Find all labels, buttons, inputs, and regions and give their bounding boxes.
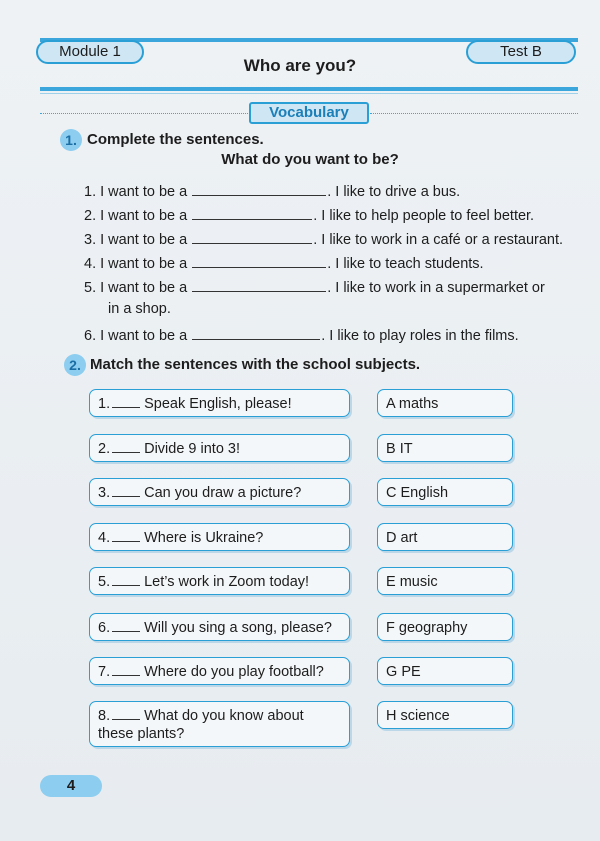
subject-c [377, 478, 513, 506]
answer-blank[interactable] [192, 229, 312, 244]
answer-blank[interactable] [192, 181, 326, 196]
sentence-text: Let’s work in Zoom today! [144, 574, 310, 590]
sentence-1 [84, 181, 460, 200]
answer-blank[interactable] [112, 485, 140, 497]
sentence-start: I want to be a [100, 208, 188, 224]
sentence-end: . I like to work in a supermarket or [327, 280, 545, 296]
subject-text: English [400, 485, 449, 501]
sentence-end: . I like to play roles in the films. [321, 328, 519, 344]
answer-blank[interactable] [192, 205, 312, 220]
page-number: 4 [40, 775, 102, 797]
sentence-number: 1. [84, 184, 97, 200]
answer-blank[interactable] [112, 664, 140, 676]
section-divider-right [370, 113, 578, 114]
title-rule-thin [40, 93, 578, 94]
subject-text: PE [401, 664, 421, 680]
exercise-2-number: 2. [64, 354, 86, 376]
sentence-number: 6. [84, 328, 97, 344]
sentence-5-continuation: in a shop. [108, 301, 171, 317]
sentence-6 [84, 325, 519, 344]
sentence-start: I want to be a [100, 328, 188, 344]
subject-h [377, 701, 513, 729]
subject-b [377, 434, 513, 462]
match-sentence-2 [89, 434, 350, 462]
match-sentence-6 [89, 613, 350, 641]
answer-blank[interactable] [192, 253, 326, 268]
answer-blank[interactable] [112, 708, 140, 720]
sentence-text: Divide 9 into 3! [144, 441, 241, 457]
sentence-text: Where is Ukraine? [144, 530, 264, 546]
answer-blank[interactable] [112, 441, 140, 453]
sentence-start: I want to be a [100, 184, 188, 200]
subject-g [377, 657, 513, 685]
subject-text: music [399, 574, 438, 590]
sentence-number: 3. [84, 232, 97, 248]
subject-d [377, 523, 513, 551]
subject-e [377, 567, 513, 595]
item-number: 2. [98, 441, 111, 457]
sentence-start: I want to be a [100, 232, 188, 248]
item-number: 3. [98, 485, 111, 501]
sentence-start: I want to be a [100, 256, 188, 272]
subject-text: science [400, 708, 450, 724]
section-divider-left [40, 113, 248, 114]
item-number: 5. [98, 574, 111, 590]
sentence-end: . I like to work in a café or a restaurant. [313, 232, 564, 248]
sentence-text: Can you draw a picture? [144, 485, 302, 501]
match-sentence-8 [89, 701, 350, 747]
test-badge: Test B [466, 40, 576, 64]
match-sentence-1 [89, 389, 350, 417]
exercise-1-subheading: What do you want to be? [221, 151, 399, 168]
sentence-end: . I like to teach students. [327, 256, 484, 272]
subject-f [377, 613, 513, 641]
item-number: 1. [98, 396, 111, 412]
subject-text: IT [399, 441, 413, 457]
module-badge: Module 1 [36, 40, 144, 64]
item-number: 6. [98, 620, 111, 636]
answer-blank[interactable] [112, 530, 140, 542]
match-sentence-5 [89, 567, 350, 595]
subject-text: geography [398, 620, 468, 636]
answer-blank[interactable] [112, 574, 140, 586]
answer-blank[interactable] [112, 620, 140, 632]
subject-letter: D [386, 530, 397, 546]
subject-letter: C [386, 485, 397, 501]
sentence-text: Speak English, please! [144, 396, 292, 412]
sentence-text-line2: these plants? [98, 726, 185, 742]
sentence-2 [84, 205, 534, 224]
exercise-1-number: 1. [60, 129, 82, 151]
title-rule [40, 87, 578, 91]
answer-blank[interactable] [192, 277, 326, 292]
sentence-end: . I like to help people to feel better. [313, 208, 535, 224]
item-number: 4. [98, 530, 111, 546]
sentence-text: Will you sing a song, please? [144, 620, 332, 636]
sentence-number: 4. [84, 256, 97, 272]
subject-letter: F [386, 620, 395, 636]
match-sentence-3 [89, 478, 350, 506]
sentence-number: 5. [84, 280, 97, 296]
subject-letter: A [386, 396, 395, 412]
section-badge-vocabulary: Vocabulary [249, 102, 369, 124]
sentence-3 [84, 229, 563, 248]
subject-text: art [400, 530, 418, 546]
subject-letter: G [386, 664, 398, 680]
sentence-number: 2. [84, 208, 97, 224]
match-sentence-7 [89, 657, 350, 685]
match-sentence-4 [89, 523, 350, 551]
sentence-5 [84, 277, 545, 296]
exercise-1-title: Complete the sentences. [87, 131, 264, 148]
sentence-start: I want to be a [100, 280, 188, 296]
page-title: Who are you? [243, 56, 357, 75]
subject-a [377, 389, 513, 417]
item-number: 8. [98, 708, 111, 724]
subject-letter: E [386, 574, 396, 590]
subject-letter: B [386, 441, 396, 457]
item-number: 7. [98, 664, 111, 680]
exercise-2-title: Match the sentences with the school subjects. [90, 356, 421, 373]
sentence-text: What do you know about [144, 708, 304, 724]
sentence-4 [84, 253, 484, 272]
sentence-text: Where do you play football? [144, 664, 324, 680]
answer-blank[interactable] [192, 325, 320, 340]
answer-blank[interactable] [112, 396, 140, 408]
sentence-end: . I like to drive a bus. [327, 184, 461, 200]
subject-text: maths [398, 396, 439, 412]
subject-letter: H [386, 708, 397, 724]
